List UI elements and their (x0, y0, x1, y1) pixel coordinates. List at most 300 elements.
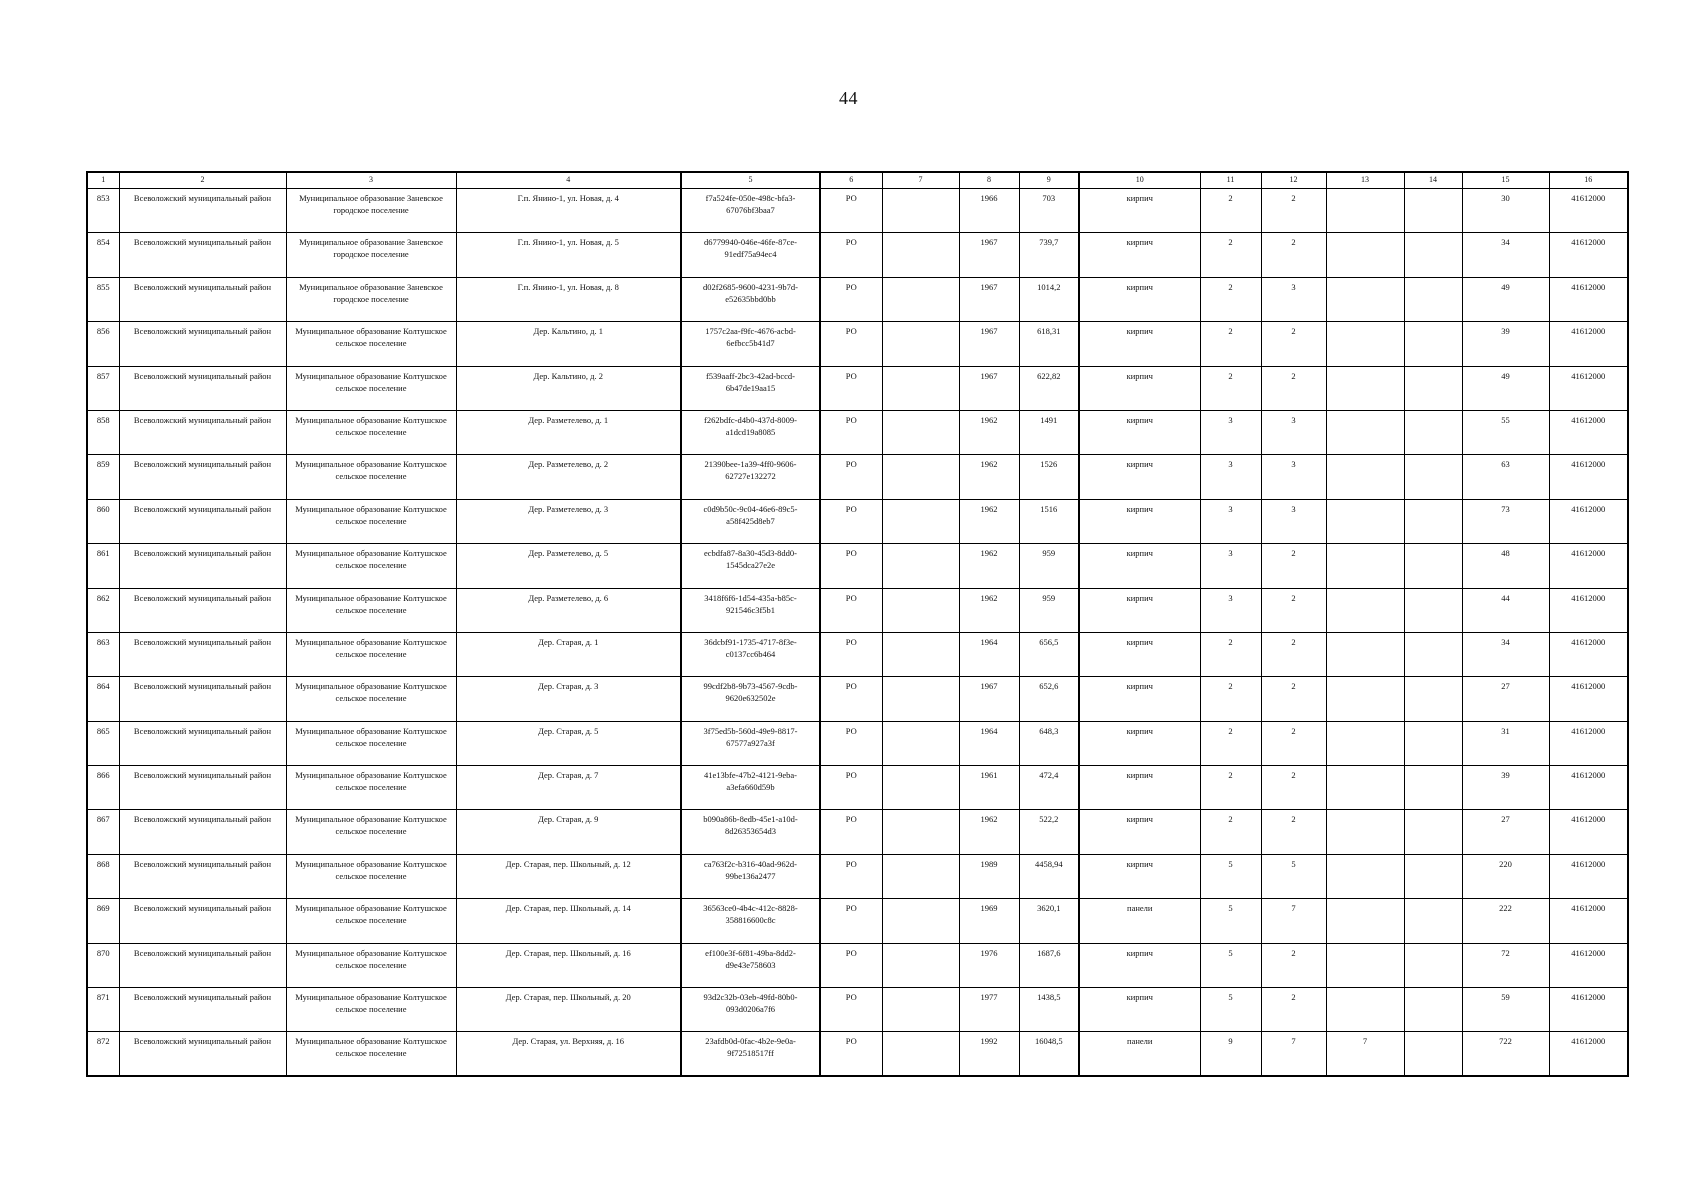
district-cell: Всеволожский муниципальный район (119, 499, 286, 543)
row-number: 862 (87, 588, 119, 632)
area-cell: 652,6 (1019, 677, 1079, 721)
col11-cell: 2 (1200, 277, 1261, 321)
area-cell: 1491 (1019, 410, 1079, 454)
district-cell: Всеволожский муниципальный район (119, 810, 286, 854)
material-cell: кирпич (1079, 810, 1200, 854)
guid-cell: d6779940-046e-46fe-87ce-91edf75a94ec4 (681, 233, 820, 277)
col12-cell: 2 (1261, 366, 1326, 410)
col12-cell: 3 (1261, 499, 1326, 543)
municipality-cell: Муниципальное образование Колтушское сельское поселение (286, 766, 456, 810)
material-cell: панели (1079, 899, 1200, 943)
material-cell: кирпич (1079, 854, 1200, 898)
row-number: 857 (87, 366, 119, 410)
area-cell: 4458,94 (1019, 854, 1079, 898)
col14-cell (1404, 677, 1462, 721)
municipality-cell: Муниципальное образование Колтушское сельское поселение (286, 810, 456, 854)
year-cell: 1961 (959, 766, 1019, 810)
col11-cell: 5 (1200, 899, 1261, 943)
row-number: 854 (87, 233, 119, 277)
col11-cell: 2 (1200, 766, 1261, 810)
oktmo-cell: 41612000 (1549, 766, 1628, 810)
column-header-3: 3 (286, 172, 456, 189)
row-number: 858 (87, 410, 119, 454)
oktmo-cell: 41612000 (1549, 588, 1628, 632)
table-row (87, 233, 1628, 277)
column-header-6: 6 (820, 172, 882, 189)
row-number: 869 (87, 899, 119, 943)
col12-cell: 2 (1261, 189, 1326, 233)
address-cell: Дер. Старая, пер. Школьный, д. 16 (456, 943, 681, 987)
district-cell: Всеволожский муниципальный район (119, 322, 286, 366)
area-cell: 959 (1019, 544, 1079, 588)
address-cell: Г.п. Янино-1, ул. Новая, д. 5 (456, 233, 681, 277)
guid-cell: 1757c2aa-f9fc-4676-acbd-6efbcc5b41d7 (681, 322, 820, 366)
column-header-16: 16 (1549, 172, 1628, 189)
col11-cell: 3 (1200, 588, 1261, 632)
municipality-cell: Муниципальное образование Колтушское сельское поселение (286, 943, 456, 987)
table-row (87, 721, 1628, 765)
col12-cell: 5 (1261, 854, 1326, 898)
col12-cell: 2 (1261, 766, 1326, 810)
year-cell: 1967 (959, 677, 1019, 721)
col6-cell: РО (820, 810, 882, 854)
col12-cell: 2 (1261, 677, 1326, 721)
guid-cell: ca763f2c-b316-40ad-962d-99be136a2477 (681, 854, 820, 898)
col15-cell: 722 (1462, 1032, 1549, 1076)
col7-cell (882, 766, 959, 810)
district-cell: Всеволожский муниципальный район (119, 899, 286, 943)
row-number: 859 (87, 455, 119, 499)
table-body (87, 189, 1628, 1077)
address-cell: Дер. Старая, ул. Верхняя, д. 16 (456, 1032, 681, 1076)
col7-cell (882, 1032, 959, 1076)
oktmo-cell: 41612000 (1549, 943, 1628, 987)
column-header-12: 12 (1261, 172, 1326, 189)
col6-cell: РО (820, 499, 882, 543)
col13-cell (1326, 189, 1404, 233)
municipality-cell: Муниципальное образование Колтушское сельское поселение (286, 988, 456, 1032)
col15-cell: 30 (1462, 189, 1549, 233)
guid-cell: d02f2685-9600-4231-9b7d-e52635bbd0bb (681, 277, 820, 321)
col15-cell: 49 (1462, 366, 1549, 410)
table-row (87, 189, 1628, 233)
col14-cell (1404, 277, 1462, 321)
col12-cell: 7 (1261, 1032, 1326, 1076)
col11-cell: 2 (1200, 322, 1261, 366)
col6-cell: РО (820, 588, 882, 632)
row-number: 865 (87, 721, 119, 765)
municipality-cell: Муниципальное образование Колтушское сельское поселение (286, 322, 456, 366)
oktmo-cell: 41612000 (1549, 366, 1628, 410)
col13-cell (1326, 366, 1404, 410)
col11-cell: 5 (1200, 943, 1261, 987)
address-cell: Дер. Старая, пер. Школьный, д. 14 (456, 899, 681, 943)
col6-cell: РО (820, 544, 882, 588)
table-row (87, 410, 1628, 454)
material-cell: кирпич (1079, 366, 1200, 410)
col7-cell (882, 233, 959, 277)
address-cell: Дер. Старая, д. 9 (456, 810, 681, 854)
area-cell: 1526 (1019, 455, 1079, 499)
address-cell: Дер. Кальтино, д. 1 (456, 322, 681, 366)
col14-cell (1404, 544, 1462, 588)
material-cell: кирпич (1079, 588, 1200, 632)
col14-cell (1404, 322, 1462, 366)
col14-cell (1404, 766, 1462, 810)
municipality-cell: Муниципальное образование Колтушское сельское поселение (286, 677, 456, 721)
material-cell: кирпич (1079, 766, 1200, 810)
col7-cell (882, 899, 959, 943)
guid-cell: 36563ce0-4b4c-412c-8828-358816600c8c (681, 899, 820, 943)
area-cell: 1438,5 (1019, 988, 1079, 1032)
municipality-cell: Муниципальное образование Колтушское сельское поселение (286, 455, 456, 499)
address-cell: Дер. Старая, д. 3 (456, 677, 681, 721)
col7-cell (882, 410, 959, 454)
col14-cell (1404, 588, 1462, 632)
col11-cell: 2 (1200, 366, 1261, 410)
year-cell: 1962 (959, 410, 1019, 454)
oktmo-cell: 41612000 (1549, 410, 1628, 454)
address-cell: Дер. Старая, пер. Школьный, д. 12 (456, 854, 681, 898)
table-row (87, 943, 1628, 987)
material-cell: панели (1079, 1032, 1200, 1076)
col12-cell: 2 (1261, 588, 1326, 632)
table-row (87, 766, 1628, 810)
column-header-2: 2 (119, 172, 286, 189)
municipality-cell: Муниципальное образование Колтушское сельское поселение (286, 899, 456, 943)
district-cell: Всеволожский муниципальный район (119, 632, 286, 676)
guid-cell: ecbdfa87-8a30-45d3-8dd0-1545dca27e2e (681, 544, 820, 588)
oktmo-cell: 41612000 (1549, 632, 1628, 676)
col13-cell (1326, 455, 1404, 499)
oktmo-cell: 41612000 (1549, 899, 1628, 943)
col12-cell: 2 (1261, 810, 1326, 854)
district-cell: Всеволожский муниципальный район (119, 544, 286, 588)
col7-cell (882, 499, 959, 543)
table-row (87, 810, 1628, 854)
year-cell: 1964 (959, 721, 1019, 765)
column-header-5: 5 (681, 172, 820, 189)
col7-cell (882, 988, 959, 1032)
municipality-cell: Муниципальное образование Заневское городское поселение (286, 233, 456, 277)
year-cell: 1992 (959, 1032, 1019, 1076)
district-cell: Всеволожский муниципальный район (119, 277, 286, 321)
col15-cell: 55 (1462, 410, 1549, 454)
col13-cell (1326, 854, 1404, 898)
col12-cell: 3 (1261, 277, 1326, 321)
col11-cell: 2 (1200, 632, 1261, 676)
guid-cell: c0d9b50c-9c04-46e6-89c5-a58f425d8eb7 (681, 499, 820, 543)
row-number: 856 (87, 322, 119, 366)
col12-cell: 2 (1261, 233, 1326, 277)
material-cell: кирпич (1079, 632, 1200, 676)
table-row (87, 455, 1628, 499)
col6-cell: РО (820, 988, 882, 1032)
col7-cell (882, 588, 959, 632)
oktmo-cell: 41612000 (1549, 544, 1628, 588)
col13-cell (1326, 410, 1404, 454)
guid-cell: 3f75ed5b-560d-49e9-8817-67577a927a3f (681, 721, 820, 765)
table-row (87, 899, 1628, 943)
address-cell: Дер. Разметелево, д. 3 (456, 499, 681, 543)
registry-table (86, 171, 1629, 1077)
oktmo-cell: 41612000 (1549, 677, 1628, 721)
col14-cell (1404, 632, 1462, 676)
col6-cell: РО (820, 322, 882, 366)
area-cell: 1687,6 (1019, 943, 1079, 987)
municipality-cell: Муниципальное образование Колтушское сельское поселение (286, 410, 456, 454)
material-cell: кирпич (1079, 499, 1200, 543)
year-cell: 1967 (959, 233, 1019, 277)
row-number: 866 (87, 766, 119, 810)
col15-cell: 34 (1462, 233, 1549, 277)
column-header-14: 14 (1404, 172, 1462, 189)
area-cell: 656,5 (1019, 632, 1079, 676)
year-cell: 1962 (959, 455, 1019, 499)
year-cell: 1976 (959, 943, 1019, 987)
col7-cell (882, 810, 959, 854)
year-cell: 1989 (959, 854, 1019, 898)
oktmo-cell: 41612000 (1549, 1032, 1628, 1076)
col11-cell: 2 (1200, 810, 1261, 854)
col15-cell: 48 (1462, 544, 1549, 588)
col12-cell: 3 (1261, 455, 1326, 499)
guid-cell: 36dcbf91-1735-4717-8f3e-c0137cc6b464 (681, 632, 820, 676)
col12-cell: 7 (1261, 899, 1326, 943)
col11-cell: 2 (1200, 189, 1261, 233)
year-cell: 1977 (959, 988, 1019, 1032)
col11-cell: 3 (1200, 410, 1261, 454)
address-cell: Г.п. Янино-1, ул. Новая, д. 8 (456, 277, 681, 321)
district-cell: Всеволожский муниципальный район (119, 189, 286, 233)
district-cell: Всеволожский муниципальный район (119, 766, 286, 810)
guid-cell: 23afdb0d-0fac-4b2e-9e0a-9f72518517ff (681, 1032, 820, 1076)
district-cell: Всеволожский муниципальный район (119, 854, 286, 898)
oktmo-cell: 41612000 (1549, 277, 1628, 321)
guid-cell: ef100e3f-6f81-49ba-8dd2-d9e43e758603 (681, 943, 820, 987)
oktmo-cell: 41612000 (1549, 810, 1628, 854)
col7-cell (882, 677, 959, 721)
col12-cell: 2 (1261, 544, 1326, 588)
col14-cell (1404, 1032, 1462, 1076)
col7-cell (882, 943, 959, 987)
guid-cell: 99cdf2b8-9b73-4567-9cdb-9620e632502e (681, 677, 820, 721)
col7-cell (882, 277, 959, 321)
col14-cell (1404, 189, 1462, 233)
col15-cell: 34 (1462, 632, 1549, 676)
col11-cell: 3 (1200, 499, 1261, 543)
address-cell: Дер. Старая, д. 1 (456, 632, 681, 676)
col13-cell (1326, 943, 1404, 987)
address-cell: Дер. Кальтино, д. 2 (456, 366, 681, 410)
guid-cell: 21390bee-1a39-4ff0-9606-62727e132272 (681, 455, 820, 499)
district-cell: Всеволожский муниципальный район (119, 233, 286, 277)
column-header-4: 4 (456, 172, 681, 189)
municipality-cell: Муниципальное образование Колтушское сельское поселение (286, 588, 456, 632)
municipality-cell: Муниципальное образование Колтушское сельское поселение (286, 499, 456, 543)
col15-cell: 72 (1462, 943, 1549, 987)
col15-cell: 27 (1462, 677, 1549, 721)
area-cell: 16048,5 (1019, 1032, 1079, 1076)
guid-cell: 41e13bfe-47b2-4121-9eba-a3efa660d59b (681, 766, 820, 810)
row-number: 861 (87, 544, 119, 588)
row-number: 864 (87, 677, 119, 721)
col15-cell: 220 (1462, 854, 1549, 898)
col7-cell (882, 632, 959, 676)
address-cell: Дер. Разметелево, д. 2 (456, 455, 681, 499)
col13-cell (1326, 588, 1404, 632)
column-header-8: 8 (959, 172, 1019, 189)
oktmo-cell: 41612000 (1549, 721, 1628, 765)
col13-cell (1326, 277, 1404, 321)
year-cell: 1967 (959, 277, 1019, 321)
municipality-cell: Муниципальное образование Колтушское сельское поселение (286, 721, 456, 765)
address-cell: Дер. Разметелево, д. 5 (456, 544, 681, 588)
col15-cell: 222 (1462, 899, 1549, 943)
col6-cell: РО (820, 766, 882, 810)
col13-cell (1326, 233, 1404, 277)
col15-cell: 49 (1462, 277, 1549, 321)
table-row (87, 854, 1628, 898)
address-cell: Дер. Разметелево, д. 6 (456, 588, 681, 632)
oktmo-cell: 41612000 (1549, 189, 1628, 233)
col6-cell: РО (820, 899, 882, 943)
oktmo-cell: 41612000 (1549, 322, 1628, 366)
col14-cell (1404, 943, 1462, 987)
guid-cell: f539aaff-2bc3-42ad-bccd-6b47de19aa15 (681, 366, 820, 410)
col13-cell (1326, 988, 1404, 1032)
col15-cell: 63 (1462, 455, 1549, 499)
col7-cell (882, 189, 959, 233)
col14-cell (1404, 455, 1462, 499)
address-cell: Дер. Старая, д. 5 (456, 721, 681, 765)
col6-cell: РО (820, 189, 882, 233)
table-row (87, 632, 1628, 676)
row-number: 863 (87, 632, 119, 676)
district-cell: Всеволожский муниципальный район (119, 455, 286, 499)
area-cell: 703 (1019, 189, 1079, 233)
col15-cell: 44 (1462, 588, 1549, 632)
col14-cell (1404, 854, 1462, 898)
col14-cell (1404, 988, 1462, 1032)
address-cell: Дер. Старая, пер. Школьный, д. 20 (456, 988, 681, 1032)
column-header-10: 10 (1079, 172, 1200, 189)
col7-cell (882, 854, 959, 898)
row-number: 872 (87, 1032, 119, 1076)
oktmo-cell: 41612000 (1549, 499, 1628, 543)
municipality-cell: Муниципальное образование Заневское городское поселение (286, 277, 456, 321)
table-row (87, 988, 1628, 1032)
col6-cell: РО (820, 677, 882, 721)
col13-cell: 7 (1326, 1032, 1404, 1076)
col11-cell: 3 (1200, 455, 1261, 499)
row-number: 853 (87, 189, 119, 233)
material-cell: кирпич (1079, 277, 1200, 321)
col12-cell: 2 (1261, 632, 1326, 676)
col15-cell: 39 (1462, 766, 1549, 810)
col12-cell: 2 (1261, 988, 1326, 1032)
material-cell: кирпич (1079, 410, 1200, 454)
column-header-1: 1 (87, 172, 119, 189)
col15-cell: 27 (1462, 810, 1549, 854)
col6-cell: РО (820, 410, 882, 454)
district-cell: Всеволожский муниципальный район (119, 721, 286, 765)
district-cell: Всеволожский муниципальный район (119, 988, 286, 1032)
header-row (87, 172, 1628, 189)
material-cell: кирпич (1079, 455, 1200, 499)
col11-cell: 3 (1200, 544, 1261, 588)
area-cell: 522,2 (1019, 810, 1079, 854)
address-cell: Дер. Старая, д. 7 (456, 766, 681, 810)
col6-cell: РО (820, 854, 882, 898)
col14-cell (1404, 721, 1462, 765)
municipality-cell: Муниципальное образование Колтушское сельское поселение (286, 544, 456, 588)
table-row (87, 544, 1628, 588)
col7-cell (882, 455, 959, 499)
district-cell: Всеволожский муниципальный район (119, 366, 286, 410)
oktmo-cell: 41612000 (1549, 233, 1628, 277)
column-header-15: 15 (1462, 172, 1549, 189)
col14-cell (1404, 410, 1462, 454)
oktmo-cell: 41612000 (1549, 455, 1628, 499)
area-cell: 472,4 (1019, 766, 1079, 810)
col6-cell: РО (820, 455, 882, 499)
material-cell: кирпич (1079, 322, 1200, 366)
district-cell: Всеволожский муниципальный район (119, 410, 286, 454)
municipality-cell: Муниципальное образование Заневское городское поселение (286, 189, 456, 233)
year-cell: 1964 (959, 632, 1019, 676)
material-cell: кирпич (1079, 189, 1200, 233)
table-row (87, 277, 1628, 321)
row-number: 860 (87, 499, 119, 543)
col14-cell (1404, 366, 1462, 410)
guid-cell: 93d2c32b-03eb-49fd-80b0-093d0206a7f6 (681, 988, 820, 1032)
material-cell: кирпич (1079, 677, 1200, 721)
year-cell: 1967 (959, 322, 1019, 366)
oktmo-cell: 41612000 (1549, 854, 1628, 898)
col7-cell (882, 322, 959, 366)
year-cell: 1962 (959, 588, 1019, 632)
col14-cell (1404, 499, 1462, 543)
col14-cell (1404, 233, 1462, 277)
col15-cell: 73 (1462, 499, 1549, 543)
col13-cell (1326, 899, 1404, 943)
col11-cell: 9 (1200, 1032, 1261, 1076)
area-cell: 648,3 (1019, 721, 1079, 765)
row-number: 868 (87, 854, 119, 898)
col11-cell: 5 (1200, 854, 1261, 898)
col7-cell (882, 366, 959, 410)
area-cell: 959 (1019, 588, 1079, 632)
col11-cell: 2 (1200, 677, 1261, 721)
year-cell: 1962 (959, 499, 1019, 543)
col6-cell: РО (820, 277, 882, 321)
row-number: 871 (87, 988, 119, 1032)
col11-cell: 2 (1200, 233, 1261, 277)
col13-cell (1326, 322, 1404, 366)
area-cell: 1516 (1019, 499, 1079, 543)
year-cell: 1962 (959, 810, 1019, 854)
oktmo-cell: 41612000 (1549, 988, 1628, 1032)
col13-cell (1326, 499, 1404, 543)
col13-cell (1326, 810, 1404, 854)
guid-cell: f7a524fe-050e-498c-bfa3-67076bf3baa7 (681, 189, 820, 233)
year-cell: 1962 (959, 544, 1019, 588)
col11-cell: 5 (1200, 988, 1261, 1032)
column-header-7: 7 (882, 172, 959, 189)
column-header-9: 9 (1019, 172, 1079, 189)
table-row (87, 499, 1628, 543)
